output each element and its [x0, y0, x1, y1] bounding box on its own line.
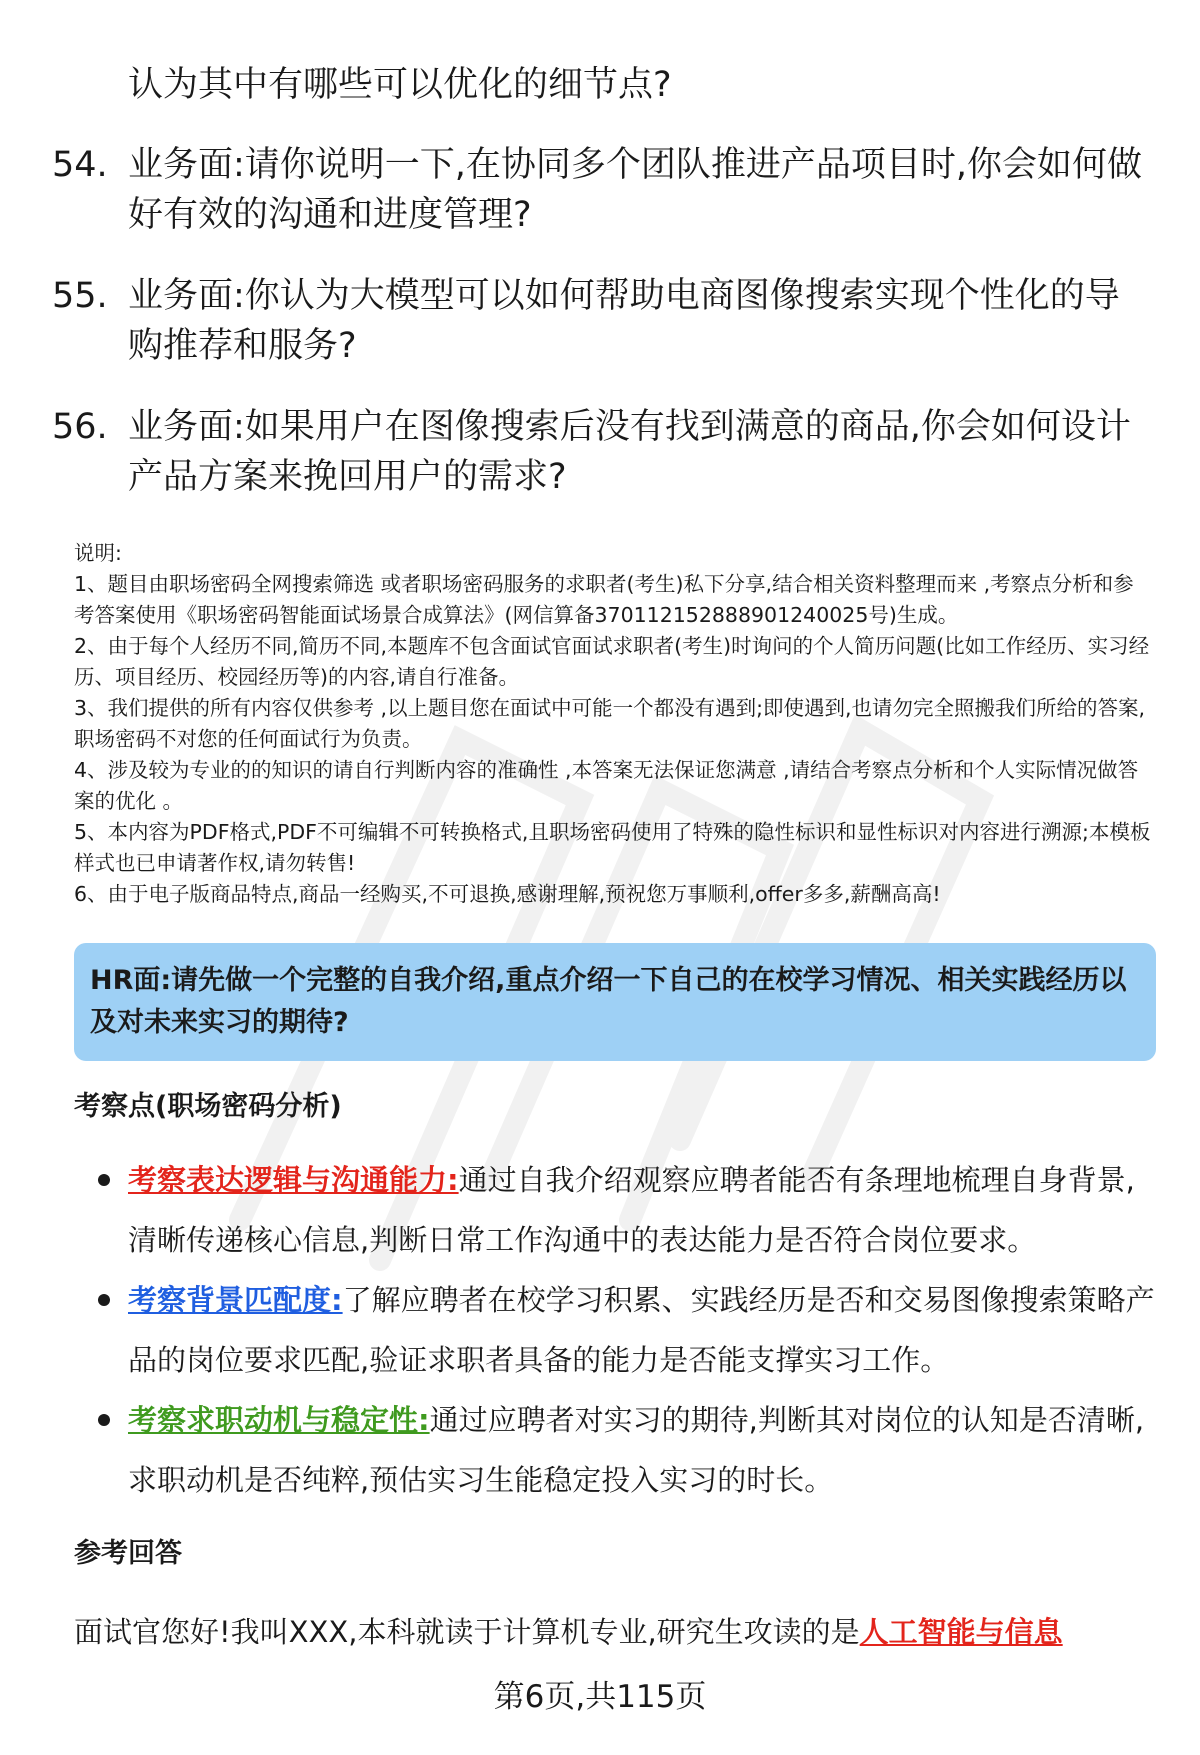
point-text: 通过应聘者对实习的期待,判断其对岗位的认知是否清晰,求职动机是否纯粹,预估实习生能稳定投入实习的时长。 [128, 1403, 1145, 1497]
note-item: 5、本内容为PDF格式,PDF不可编辑不可转换格式,且职场密码使用了特殊的隐性标识和显性标识对内容进行溯源;本模板样式也已申请著作权,请勿转售! [74, 820, 1151, 875]
point-keyword: 考察表达逻辑与沟通能力: [128, 1163, 459, 1197]
point-text: 了解应聘者在校学习积累、实践经历是否和交易图像搜索策略产品的岗位要求匹配,验证求职者具备的能力是否能支撑实习工作。 [128, 1283, 1155, 1377]
analysis-point [98, 1390, 1158, 1510]
answer-plain: 面试官您好!我叫XXX,本科就读于计算机专业,研究生攻读的是 [74, 1615, 860, 1649]
answer-title: 参考回答 [74, 1538, 182, 1569]
bullet-dot-icon [98, 1150, 128, 1270]
question-text: 业务面:你认为大模型可以如何帮助电商图像搜索实现个性化的导购推荐和服务? [128, 276, 1120, 366]
note-item: 4、涉及较为专业的的知识的请自行判断内容的准确性 ,本答案无法保证您满意 ,请结合考察点分析和个人实际情况做答案的优化 。 [74, 758, 1139, 813]
question-item [52, 140, 1152, 240]
bullet-dot-icon [98, 1270, 128, 1390]
question-text: 业务面:如果用户在图像搜索后没有找到满意的商品,你会如何设计产品方案来挽回用户的需求? [128, 407, 1131, 497]
question-number: 55. [52, 276, 108, 316]
note-item: 3、我们提供的所有内容仅供参考 ,以上题目您在面试中可能一个都没有遇到;即使遇到,也请勿完全照搬我们所给的答案,职场密码不对您的任何面试行为负责。 [74, 696, 1146, 751]
question-item [52, 271, 1152, 371]
question-list [52, 140, 1152, 533]
question-text: 业务面:请你说明一下,在协同多个团队推进产品项目时,你会如何做好有效的沟通和进度管理? [128, 145, 1143, 235]
question-number: 56. [52, 407, 108, 447]
notes-section [74, 538, 1154, 910]
analysis-title: 考察点(职场密码分析) [74, 1091, 342, 1122]
previous-question-tail: 认为其中有哪些可以优化的细节点? [128, 65, 672, 105]
note-item: 2、由于每个人经历不同,简历不同,本题库不包含面试官面试求职者(考生)时询问的个人简历问题(比如工作经历、实习经历、项目经历、校园经历等)的内容,请自行准备。 [74, 634, 1150, 689]
point-keyword: 考察求职动机与稳定性: [128, 1403, 430, 1437]
page-footer: 第6页,共115页 [493, 1679, 707, 1715]
analysis-points [98, 1150, 1158, 1510]
note-item: 1、题目由职场密码全网搜索筛选 或者职场密码服务的求职者(考生)私下分享,结合相关资料整理而来 ,考察点分析和参考答案使用《职场密码智能面试场景合成算法》(网信算备370112152888901240025号)生成。 [74, 572, 1134, 627]
bullet-dot-icon [98, 1390, 128, 1510]
point-keyword: 考察背景匹配度: [128, 1283, 343, 1317]
notes-title: 说明: [74, 541, 122, 565]
hr-question-box: HR面:请先做一个完整的自我介绍,重点介绍一下自己的在校学习情况、相关实践经历以及对未来实习的期待? [74, 943, 1156, 1061]
question-number: 54. [52, 145, 108, 185]
answer-highlight: 人工智能与信息 [859, 1615, 1063, 1649]
answer-text [74, 1610, 1154, 1654]
point-text: 通过自我介绍观察应聘者能否有条理地梳理自身背景,清晰传递核心信息,判断日常工作沟通中的表达能力是否符合岗位要求。 [128, 1163, 1135, 1257]
question-item [52, 402, 1152, 502]
note-item: 6、由于电子版商品特点,商品一经购买,不可退换,感谢理解,预祝您万事顺利,offer多多,薪酬高高! [74, 882, 941, 906]
analysis-point [98, 1270, 1158, 1390]
analysis-point [98, 1150, 1158, 1270]
